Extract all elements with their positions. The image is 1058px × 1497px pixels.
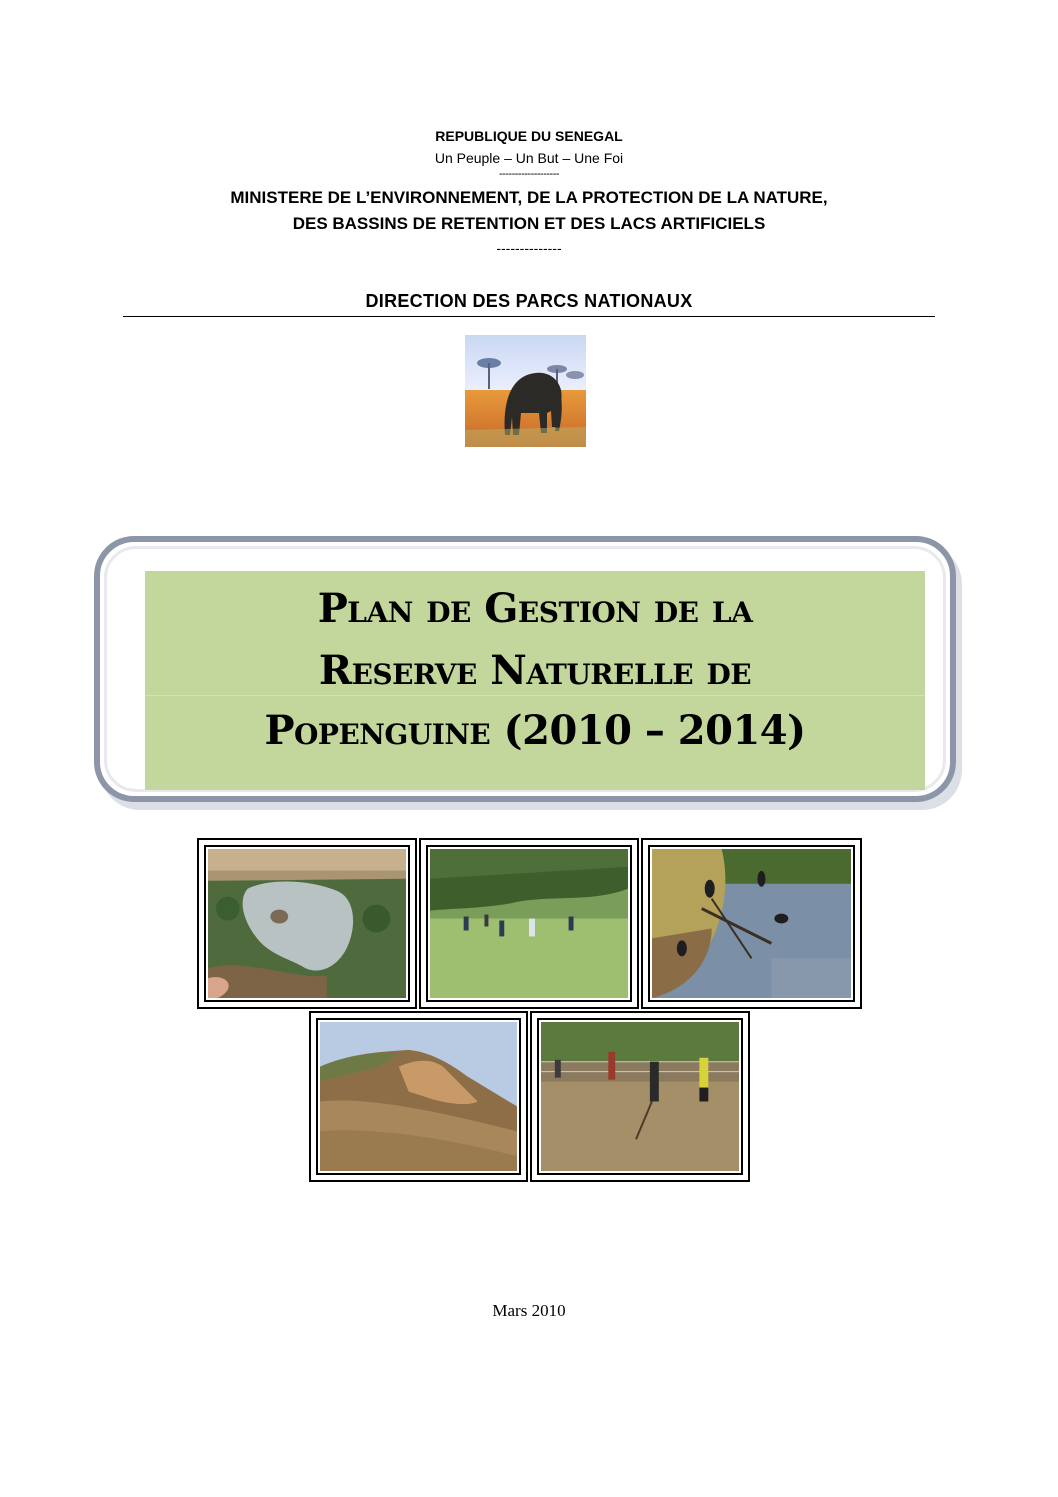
birds-water-photo (641, 838, 862, 1009)
title-line-2: Reserve Naturelle de (318, 647, 752, 694)
lagoon-aerial-photo (197, 838, 417, 1009)
publication-date: Mars 2010 (492, 1301, 566, 1320)
country-name: REPUBLIQUE DU SENEGAL (435, 128, 623, 144)
national-motto: Un Peuple – Un But – Une Foi (434, 150, 624, 166)
ministry-name-line2: DES BASSINS DE RETENTION ET DES LACS ARTIFICIELS (292, 214, 766, 233)
separator-short: ------------------- (498, 168, 560, 180)
header-rule (123, 316, 935, 317)
cliff-hill-photo (309, 1011, 528, 1182)
title-panel (145, 571, 925, 790)
elephant-logo (465, 335, 586, 447)
fence-workers-photo (530, 1011, 750, 1182)
ministry-name-line1: MINISTERE DE L’ENVIRONNEMENT, DE LA PROTECTION DE LA NATURE, (230, 188, 828, 207)
field-workers-photo (419, 838, 639, 1009)
direction-name: DIRECTION DES PARCS NATIONAUX (365, 291, 693, 311)
title-line-1: Plan de Gestion de la (317, 585, 753, 632)
separator-long: -------------- (496, 240, 562, 256)
title-line-3: Popenguine (2010 – 2014) (264, 707, 806, 754)
title-panel-divider (145, 695, 925, 696)
